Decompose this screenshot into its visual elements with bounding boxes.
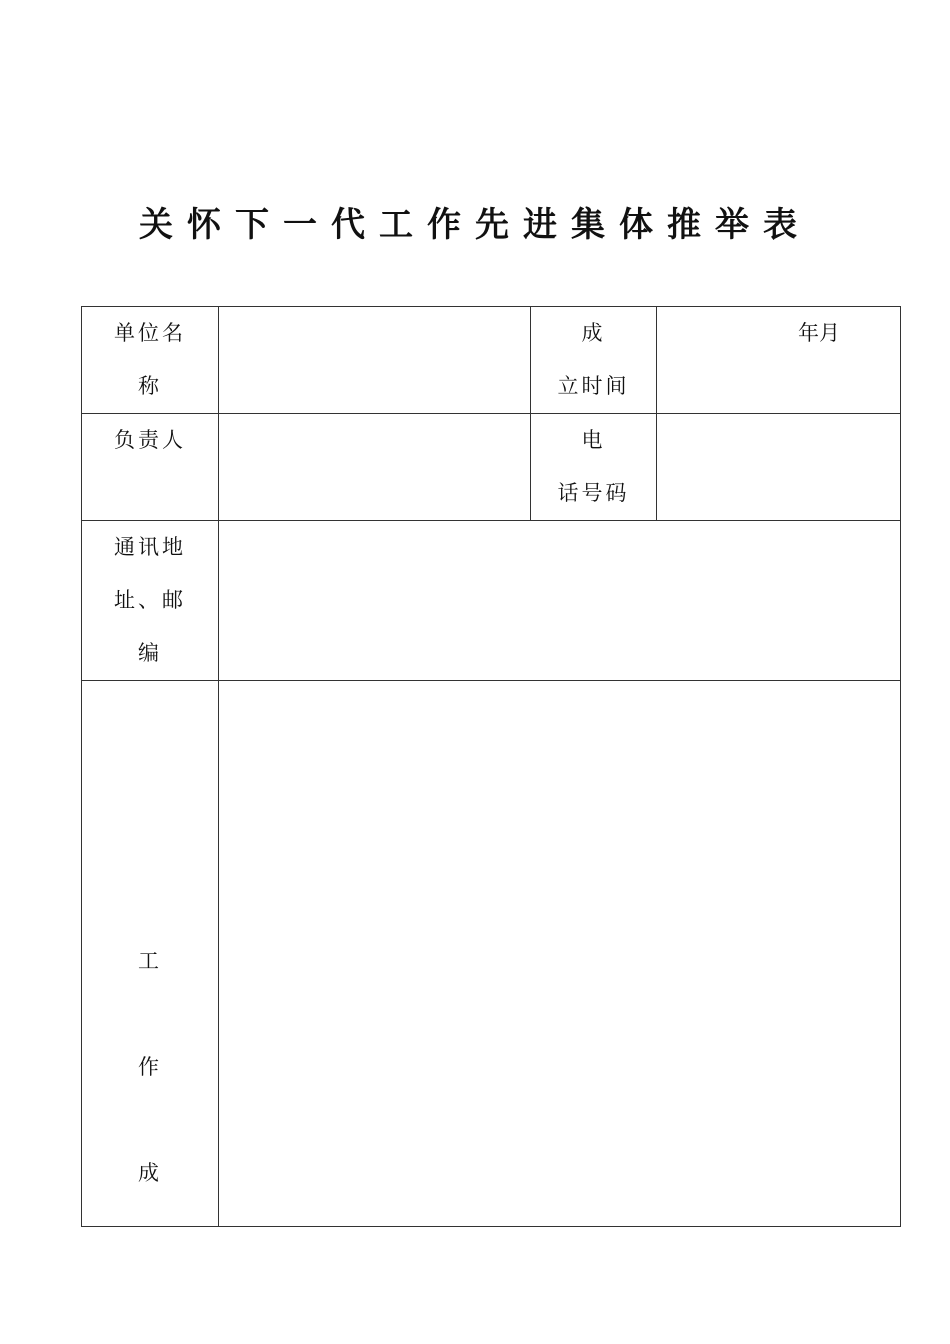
address-label-line2: 址、邮 <box>114 588 186 612</box>
row-address <box>82 521 901 681</box>
work-achievements-label <box>82 681 219 1227</box>
founded-label-line2: 立时间 <box>557 374 630 398</box>
row-unit-name <box>82 307 901 414</box>
unit-name-label <box>82 307 219 414</box>
address-label-line3: 编 <box>138 641 162 665</box>
work-achievements-field[interactable] <box>219 681 901 1227</box>
recommendation-form-table <box>81 306 901 1227</box>
unit-name-label-line2: 称 <box>138 374 162 398</box>
work-label-line2: 作 <box>138 1055 162 1079</box>
address-label-line1: 通讯地 <box>114 535 186 559</box>
unit-name-field[interactable] <box>219 307 531 414</box>
work-label-line1: 工 <box>138 949 162 973</box>
address-label <box>82 521 219 681</box>
founded-date-value: 年月 <box>798 321 840 345</box>
phone-field[interactable] <box>657 414 901 521</box>
leader-label <box>82 414 219 521</box>
phone-label-line1: 电 <box>581 428 606 452</box>
leader-label-text: 负责人 <box>114 428 186 452</box>
phone-label <box>531 414 657 521</box>
page-title: 关怀下一代工作先进集体推举表 <box>139 205 811 245</box>
founded-label-line1: 成 <box>581 321 606 345</box>
founded-label <box>531 307 657 414</box>
work-label-line3: 成 <box>138 1161 162 1185</box>
founded-date-field[interactable] <box>657 307 901 414</box>
unit-name-label-line1: 单位名 <box>114 321 186 345</box>
phone-label-line2: 话号码 <box>557 481 630 505</box>
row-leader <box>82 414 901 521</box>
address-field[interactable] <box>219 521 901 681</box>
row-work-achievements <box>82 681 901 1227</box>
leader-field[interactable] <box>219 414 531 521</box>
